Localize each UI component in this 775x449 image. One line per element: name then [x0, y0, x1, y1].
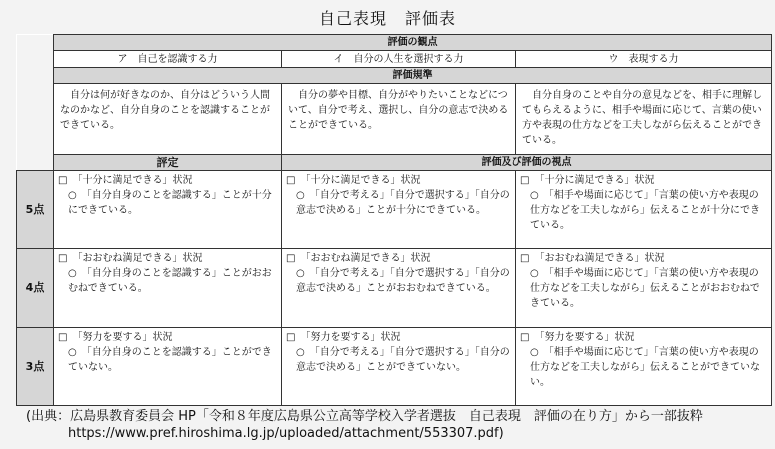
- source-url: https://www.pref.hiroshima.lg.jp/uploaded/attachment/553307.pdf): [68, 426, 504, 441]
- detail-text: ○ 「自分で考える」「自分で選択する」「自分の意志で決める」ことがおおむねできている。: [296, 268, 510, 295]
- status-text: □ 「十分に満足できる」状況: [58, 174, 193, 186]
- detail-text: ○ 「自分自身のことを認識する」ことが十分にできている。: [68, 189, 272, 216]
- table-row: [17, 327, 772, 405]
- score-5: 5点: [17, 170, 54, 248]
- criteria-cell-c: [516, 84, 772, 154]
- detail-text: ○ 「相手や場面に応じて」「言葉の使い方や表現の仕方などを工夫しながら」伝えることが十分にできている。: [530, 189, 760, 231]
- detail-text: ○ 「自分で考える」「自分で選択する」「自分の意志で決める」ことが十分にできている。: [296, 189, 510, 216]
- criteria-cell-b: [282, 84, 516, 154]
- assessment-header: 評価及び評価の視点: [282, 154, 772, 170]
- table-row: [17, 249, 772, 327]
- status-text: □ 「おおむね満足できる」状況: [520, 253, 665, 265]
- corner-blank: [17, 35, 54, 171]
- score-4: 4点: [17, 249, 54, 327]
- score-header: 評定: [54, 154, 282, 170]
- cell-3-c: [516, 327, 772, 405]
- source-citation: [26, 408, 771, 442]
- status-text: □ 「おおむね満足できる」状況: [58, 253, 203, 265]
- detail-text: ○ 「自分自身のことを認識する」ことがおおむねできている。: [68, 268, 272, 295]
- detail-text: ○ 「相手や場面に応じて」「言葉の使い方や表現の仕方などを工夫しながら」伝えることがおおむねできている。: [530, 268, 760, 310]
- cell-5-a: [54, 170, 282, 248]
- title-sub: 評価表: [405, 9, 457, 28]
- cell-4-b: [282, 249, 516, 327]
- detail-text: ○ 「自分自身のことを認識する」ことができていない。: [68, 346, 272, 373]
- cell-3-b: [282, 327, 516, 405]
- status-text: □ 「努力を要する」状況: [520, 331, 635, 343]
- criteria-text-a: 自分は何が好きなのか、自分はどういう人間なのかなど、自分自身のことを認識することができている。: [60, 90, 270, 132]
- cell-4-a: [54, 249, 282, 327]
- criteria-header: 評価規準: [54, 68, 772, 84]
- column-header-a: ア 自己を認識する力: [54, 51, 282, 68]
- page-title: [0, 6, 775, 29]
- status-text: □ 「努力を要する」状況: [58, 331, 173, 343]
- evaluation-table: [16, 34, 772, 406]
- criteria-text-c: 自分自身のことや自分の意見などを、相手に理解してもらえるように、相手や場面に応じて、言葉の使い方や表現の仕方などを工夫しながら伝えることができている。: [522, 90, 762, 147]
- cell-5-b: [282, 170, 516, 248]
- column-header-c: ウ 表現する力: [516, 51, 772, 68]
- status-text: □ 「十分に満足できる」状況: [286, 174, 421, 186]
- cell-4-c: [516, 249, 772, 327]
- table-row: [17, 170, 772, 248]
- title-main: 自己表現: [318, 9, 387, 28]
- score-3: 3点: [17, 327, 54, 405]
- criteria-text-b: 自分の夢や目標、自分がやりたいことなどについて、自分で考え、選択し、自分の意志で決めることができている。: [288, 90, 509, 132]
- cell-3-a: [54, 327, 282, 405]
- status-text: □ 「おおむね満足できる」状況: [286, 253, 431, 265]
- column-header-b: イ 自分の人生を選択する力: [282, 51, 516, 68]
- status-text: □ 「努力を要する」状況: [286, 331, 401, 343]
- detail-text: ○ 「自分で考える」「自分で選択する」「自分の意志で決める」ことができていない。: [296, 346, 510, 373]
- cell-5-c: [516, 170, 772, 248]
- detail-text: ○ 「相手や場面に応じて」「言葉の使い方や表現の仕方などを工夫しながら」伝えることができていない。: [530, 346, 760, 388]
- viewpoint-header: 評価の観点: [54, 35, 772, 51]
- source-line: (出典：広島県教育委員会 HP「令和８年度広島県公立高等学校入学者選抜 自己表現 評価の在り方」から一部抜粋: [26, 409, 703, 424]
- criteria-cell-a: [54, 84, 282, 154]
- status-text: □ 「十分に満足できる」状況: [520, 174, 655, 186]
